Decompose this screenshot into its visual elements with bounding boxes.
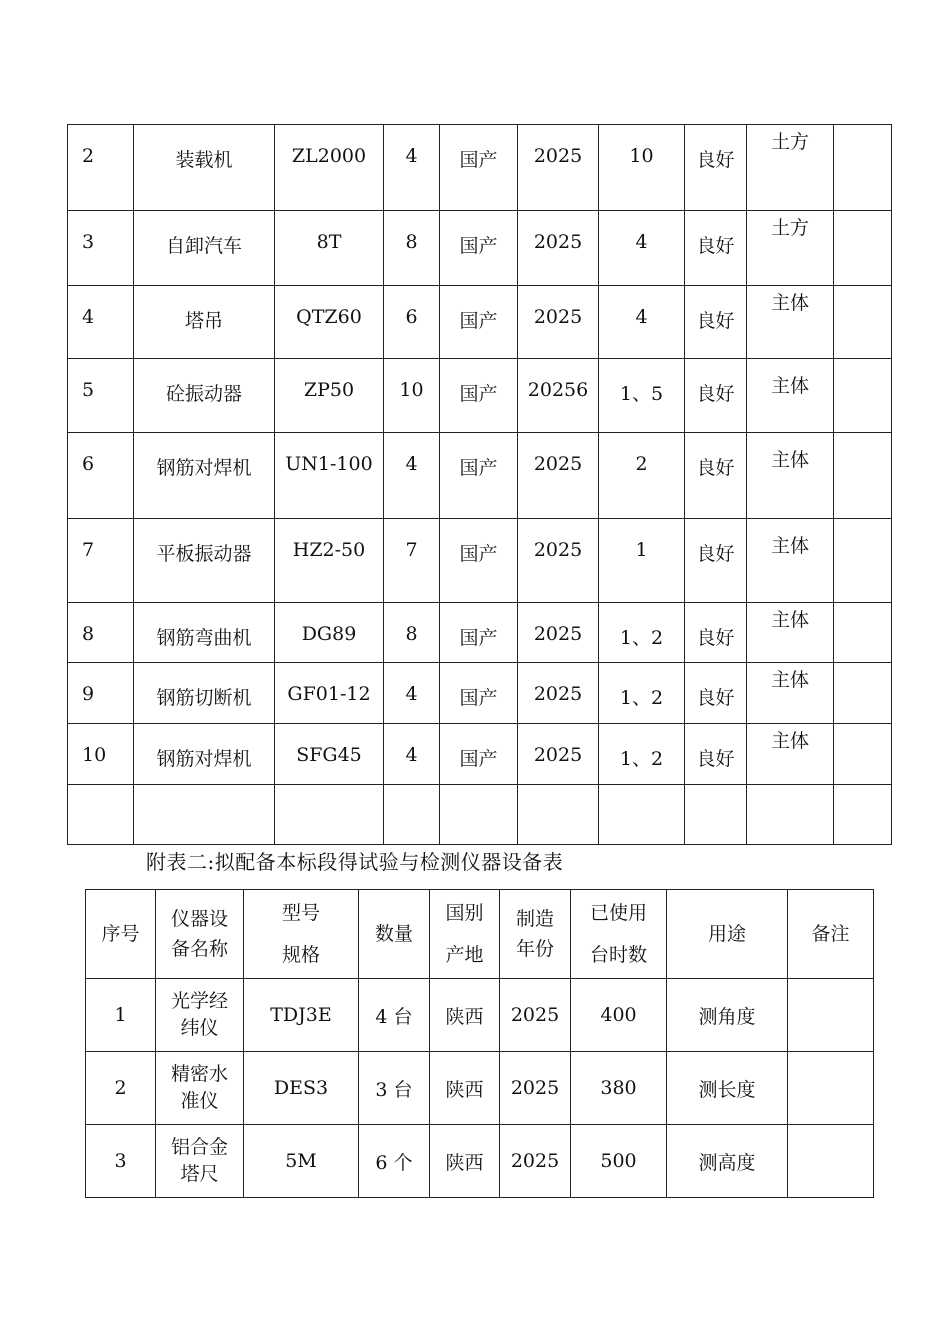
cell-condition: 良好 — [685, 211, 747, 286]
header-note: 备注 — [788, 890, 874, 979]
cell-model: 5M — [244, 1125, 359, 1198]
cell-power: 4 — [599, 286, 685, 359]
cell-note — [834, 125, 892, 211]
cell-note — [834, 286, 892, 359]
cell-qty: 6 个 — [359, 1125, 430, 1198]
cell-hours: 380 — [571, 1052, 667, 1125]
cell-model: SFG45 — [275, 724, 384, 785]
cell-no: 8 — [68, 603, 134, 663]
cell-origin: 国产 — [440, 211, 518, 286]
cell-model: ZL2000 — [275, 125, 384, 211]
cell-condition: 良好 — [685, 359, 747, 433]
cell-name: 塔吊 — [134, 286, 275, 359]
cell-origin: 国产 — [440, 125, 518, 211]
cell-origin: 陕西 — [430, 1125, 500, 1198]
cell-no: 5 — [68, 359, 134, 433]
cell-use: 测高度 — [667, 1125, 788, 1198]
cell-no: 3 — [68, 211, 134, 286]
cell-origin: 国产 — [440, 433, 518, 519]
cell-no: 3 — [86, 1125, 156, 1198]
cell-name: 自卸汽车 — [134, 211, 275, 286]
cell-use: 主体 — [747, 286, 834, 359]
empty-cell — [134, 785, 275, 845]
cell-note — [834, 359, 892, 433]
empty-cell — [747, 785, 834, 845]
empty-row — [68, 785, 892, 845]
table-row — [68, 125, 892, 211]
header-year: 制造 年份 — [500, 890, 571, 979]
cell-use: 主体 — [747, 663, 834, 724]
cell-model: DES3 — [244, 1052, 359, 1125]
empty-cell — [440, 785, 518, 845]
cell-name-line: 准仪 — [180, 1090, 219, 1112]
cell-note — [788, 979, 874, 1052]
table-row — [68, 433, 892, 519]
empty-cell — [685, 785, 747, 845]
cell-origin: 陕西 — [430, 979, 500, 1052]
cell-name — [156, 979, 244, 1052]
cell-condition: 良好 — [685, 724, 747, 785]
cell-origin: 国产 — [440, 359, 518, 433]
cell-model: GF01-12 — [275, 663, 384, 724]
cell-use: 主体 — [747, 519, 834, 603]
cell-year: 2025 — [500, 1052, 571, 1125]
cell-use: 主体 — [747, 433, 834, 519]
cell-use: 测角度 — [667, 979, 788, 1052]
header-qty: 数量 — [359, 890, 430, 979]
table-row — [68, 519, 892, 603]
cell-power: 1、2 — [599, 663, 685, 724]
cell-name-line: 光学经 — [170, 990, 228, 1012]
cell-note — [834, 663, 892, 724]
cell-name-line: 纬仪 — [180, 1017, 219, 1039]
equipment-table — [67, 124, 892, 845]
cell-year: 2025 — [518, 433, 599, 519]
cell-name-line: 精密水 — [170, 1063, 228, 1085]
empty-cell — [68, 785, 134, 845]
cell-condition: 良好 — [685, 286, 747, 359]
cell-year: 2025 — [500, 1125, 571, 1198]
cell-model: UN1-100 — [275, 433, 384, 519]
cell-name: 砼振动器 — [134, 359, 275, 433]
cell-qty: 4 — [384, 125, 440, 211]
cell-use: 主体 — [747, 724, 834, 785]
cell-no: 2 — [68, 125, 134, 211]
cell-power: 1、2 — [599, 724, 685, 785]
cell-model: 8T — [275, 211, 384, 286]
cell-model: QTZ60 — [275, 286, 384, 359]
table-row — [68, 211, 892, 286]
table-row — [86, 1125, 874, 1198]
cell-year: 2025 — [518, 603, 599, 663]
table-caption: 附表二:拟配备本标段得试验与检测仪器设备表 — [146, 850, 564, 874]
cell-no: 7 — [68, 519, 134, 603]
cell-use: 主体 — [747, 603, 834, 663]
header-model: 型号 规格 — [244, 890, 359, 979]
cell-year: 20256 — [518, 359, 599, 433]
cell-name: 装载机 — [134, 125, 275, 211]
cell-year: 2025 — [518, 211, 599, 286]
cell-origin: 国产 — [440, 519, 518, 603]
cell-name: 平板振动器 — [134, 519, 275, 603]
header-hours: 已使用 台时数 — [571, 890, 667, 979]
header-name: 仪器设 备名称 — [156, 890, 244, 979]
cell-origin: 国产 — [440, 663, 518, 724]
cell-qty: 8 — [384, 603, 440, 663]
header-no: 序号 — [86, 890, 156, 979]
cell-name-line: 铝合金 — [170, 1136, 228, 1158]
cell-condition: 良好 — [685, 125, 747, 211]
cell-condition: 良好 — [685, 603, 747, 663]
cell-origin: 陕西 — [430, 1052, 500, 1125]
cell-year: 2025 — [518, 663, 599, 724]
empty-cell — [834, 785, 892, 845]
cell-qty: 3 台 — [359, 1052, 430, 1125]
cell-model: HZ2-50 — [275, 519, 384, 603]
cell-origin: 国产 — [440, 286, 518, 359]
table-row — [68, 724, 892, 785]
cell-hours: 400 — [571, 979, 667, 1052]
cell-no: 6 — [68, 433, 134, 519]
cell-year: 2025 — [500, 979, 571, 1052]
cell-model: ZP50 — [275, 359, 384, 433]
cell-note — [834, 519, 892, 603]
header-origin: 国别 产地 — [430, 890, 500, 979]
cell-power: 1、5 — [599, 359, 685, 433]
table-row — [68, 359, 892, 433]
cell-note — [834, 433, 892, 519]
table-row — [86, 979, 874, 1052]
cell-model: DG89 — [275, 603, 384, 663]
cell-use: 土方 — [747, 125, 834, 211]
cell-name: 钢筋弯曲机 — [134, 603, 275, 663]
empty-cell — [384, 785, 440, 845]
cell-year: 2025 — [518, 286, 599, 359]
instrument-header-row — [86, 890, 874, 979]
cell-origin: 国产 — [440, 724, 518, 785]
cell-power: 10 — [599, 125, 685, 211]
cell-use: 测长度 — [667, 1052, 788, 1125]
table-row — [86, 1052, 874, 1125]
cell-note — [834, 211, 892, 286]
cell-qty: 4 — [384, 724, 440, 785]
cell-name-line: 塔尺 — [180, 1163, 219, 1185]
cell-qty: 7 — [384, 519, 440, 603]
cell-note — [788, 1052, 874, 1125]
empty-cell — [275, 785, 384, 845]
cell-power: 2 — [599, 433, 685, 519]
cell-no: 2 — [86, 1052, 156, 1125]
cell-use: 土方 — [747, 211, 834, 286]
cell-condition: 良好 — [685, 433, 747, 519]
cell-qty: 4 — [384, 663, 440, 724]
cell-year: 2025 — [518, 125, 599, 211]
cell-no: 4 — [68, 286, 134, 359]
cell-qty: 4 — [384, 433, 440, 519]
cell-power: 1 — [599, 519, 685, 603]
cell-use: 主体 — [747, 359, 834, 433]
cell-qty: 10 — [384, 359, 440, 433]
cell-name — [156, 1052, 244, 1125]
cell-name: 钢筋对焊机 — [134, 433, 275, 519]
cell-name: 钢筋对焊机 — [134, 724, 275, 785]
table-row — [68, 286, 892, 359]
cell-note — [788, 1125, 874, 1198]
cell-no: 1 — [86, 979, 156, 1052]
cell-note — [834, 603, 892, 663]
header-use: 用途 — [667, 890, 788, 979]
cell-power: 1、2 — [599, 603, 685, 663]
cell-name: 钢筋切断机 — [134, 663, 275, 724]
cell-qty: 6 — [384, 286, 440, 359]
cell-year: 2025 — [518, 519, 599, 603]
cell-no: 10 — [68, 724, 134, 785]
cell-year: 2025 — [518, 724, 599, 785]
table-row — [68, 603, 892, 663]
cell-hours: 500 — [571, 1125, 667, 1198]
cell-condition: 良好 — [685, 663, 747, 724]
cell-qty: 4 台 — [359, 979, 430, 1052]
cell-note — [834, 724, 892, 785]
empty-cell — [518, 785, 599, 845]
cell-name — [156, 1125, 244, 1198]
cell-model: TDJ3E — [244, 979, 359, 1052]
cell-no: 9 — [68, 663, 134, 724]
table-row — [68, 663, 892, 724]
empty-cell — [599, 785, 685, 845]
instrument-table — [85, 889, 874, 1198]
cell-qty: 8 — [384, 211, 440, 286]
cell-power: 4 — [599, 211, 685, 286]
cell-condition: 良好 — [685, 519, 747, 603]
cell-origin: 国产 — [440, 603, 518, 663]
